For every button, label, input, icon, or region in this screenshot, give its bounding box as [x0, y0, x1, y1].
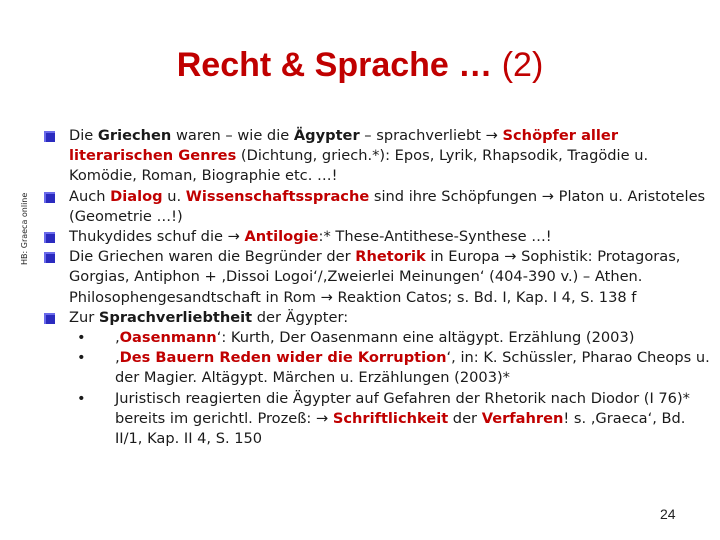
text: :* These-Antithese-Synthese …! [318, 228, 552, 246]
text: ‚ [115, 349, 120, 367]
page-number: 24 [660, 506, 676, 522]
dot-bullet-icon: • [77, 349, 86, 367]
text: (Dichtung, griech.*): Epos, Lyrik, Rhapsodik, Tragödie u. Komödie, Roman, Biographie etc. …! [69, 147, 649, 185]
highlight-verfahren: Verfahren [481, 409, 564, 427]
side-label: HB: Graeca online [20, 192, 29, 265]
square-bullet-icon [44, 252, 55, 263]
dot-bullet-icon: • [77, 329, 86, 347]
slide-content [42, 126, 712, 449]
text: der Ägypter: [252, 308, 349, 326]
text: Thukydides schuf die → [69, 228, 245, 246]
title-suffix: (2) [492, 46, 544, 84]
sub-item-juristisch [42, 389, 712, 450]
text: – sprachverliebt → [359, 127, 503, 144]
bullet-item-dialog [42, 187, 712, 227]
text: Auch [69, 187, 111, 205]
highlight-wissenschaftssprache: Wissenschaftssprache [185, 187, 370, 205]
highlight-schoepfer: Schöpfer aller literarischen Genres [69, 127, 619, 165]
text: Die [69, 127, 98, 144]
bullet-item-thukydides [42, 227, 712, 247]
term-aegypter: Ägypter [293, 127, 360, 144]
text: ‘: Kurth, Der Oasenmann eine altägypt. Erzählung (2003) [216, 329, 635, 347]
square-bullet-icon [44, 232, 55, 243]
text: u. [162, 187, 186, 205]
square-bullet-icon [44, 192, 55, 203]
bullet-item-rhetorik [42, 247, 712, 308]
highlight-dialog: Dialog [110, 187, 163, 205]
text: Die Griechen waren die Begründer der [69, 248, 356, 266]
text: sind ihre Schöpfungen → Platon u. Aristoteles (Geometrie …!) [69, 187, 706, 225]
text: ‘, in: K. Schüssler, Pharao Cheops u. der Magier. Altägypt. Märchen u. Erzählungen (2003)* [115, 349, 710, 387]
highlight-bauern-reden: Des Bauern Reden wider die Korruption [119, 349, 447, 367]
sub-item-oasenmann [42, 328, 712, 348]
sub-item-bauern [42, 348, 712, 388]
text: Juristisch reagierten die Ägypter auf Gefahren der Rhetorik nach Diodor (I 76)* bereits im gerichtl. Prozeß: → [115, 389, 690, 427]
text: waren – wie die [171, 127, 294, 144]
square-bullet-icon [44, 313, 55, 324]
title-main: Recht & Sprache … [176, 46, 493, 84]
text: in Europa → Sophistik: Protagoras, Gorgias, Antiphon + ‚Dissoi Logoi‘/‚Zweierlei Meinungen‘ (404-390 v.) – Athen. Philosophengesandtschaft in Rom → Reaktion Catos; s. Bd. I, Kap. I 4, S. 138 f [69, 248, 681, 306]
bullet-item-griechen [42, 126, 712, 187]
text: Zur [69, 308, 99, 326]
highlight-oasenmann: Oasenmann [119, 329, 217, 347]
bullet-item-sprachverliebtheit [42, 308, 712, 328]
highlight-schriftlichkeit: Schriftlichkeit [332, 409, 449, 427]
slide-title [0, 46, 720, 85]
highlight-rhetorik: Rhetorik [355, 248, 426, 266]
text: ‚ [115, 329, 120, 347]
term-sprachverliebtheit: Sprachverliebtheit [98, 308, 253, 326]
term-griechen: Griechen [97, 127, 172, 144]
text: ! s. ‚Graeca‘, Bd. II/1, Kap. II 4, S. 150 [115, 409, 686, 448]
square-bullet-icon [44, 131, 55, 142]
highlight-antilogie: Antilogie [244, 228, 319, 246]
dot-bullet-icon: • [77, 389, 86, 407]
text: der [448, 409, 482, 427]
